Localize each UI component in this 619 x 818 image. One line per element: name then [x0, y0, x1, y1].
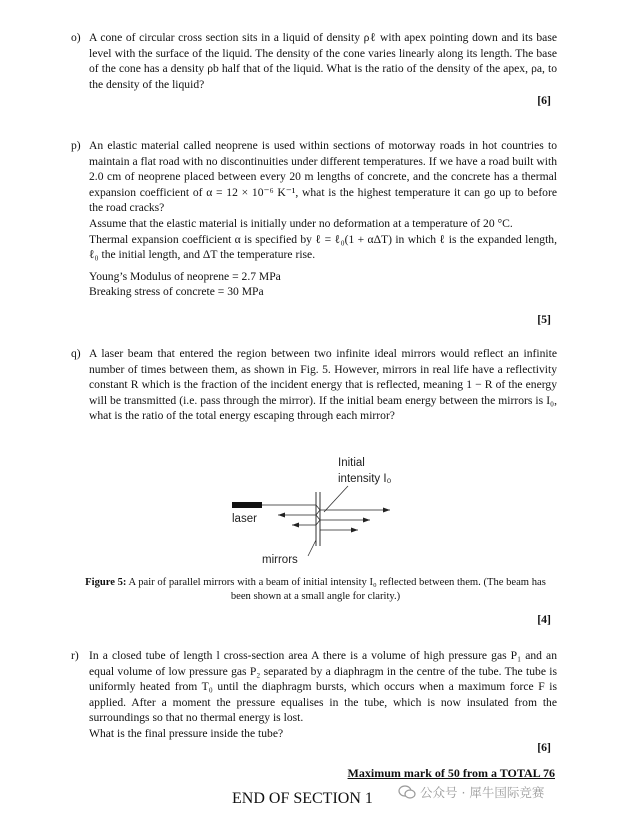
- label-initial: Initial: [338, 457, 365, 469]
- given-youngs-modulus: Young’s Modulus of neoprene = 2.7 MPa: [89, 269, 281, 283]
- question-q: [71, 346, 557, 424]
- question-text: A laser beam that entered the region between two infinite ideal mirrors would reflect an infinite number of times between them, as shown in Fig. 5. However, mirrors in real life have a reflectivity constant R which is the fraction of the incident energy that is reflected, meaning 1 − R of the energy will be transmitted (i.e. pass through the mirror). If the initial beam energy between the mirrors is I₀, what is the ratio of the total energy escaping through each mirror?: [89, 347, 557, 423]
- watermark-text: 公众号 · 犀牛国际竞赛: [420, 785, 545, 800]
- figure-caption: [78, 576, 553, 604]
- reflected-beam-inner: [316, 505, 320, 525]
- arrow-left-1: [278, 513, 285, 518]
- label-laser: laser: [232, 513, 257, 525]
- arrow-right-3: [351, 528, 358, 533]
- mark-r: [6]: [537, 740, 551, 754]
- mark-p: [5]: [537, 312, 551, 326]
- arrow-right-1: [383, 508, 390, 513]
- pointer-mirrors: [308, 540, 316, 556]
- question-text: In a closed tube of length l cross-section area A there is a volume of high pressure gas P₁ and an equal volume of low pressure gas P₂ separated by a diaphragm in the centre of the tube. The tube is uniformly heated from T₀ until the diaphragm bursts, which occurs when a maximum force F is applied. After a moment the pressure equalises in the tube, which is now insulated from the surroundings so that no thermal energy is lost.: [89, 649, 557, 725]
- question-label: r): [71, 649, 79, 662]
- question-label: o): [71, 31, 81, 44]
- question-assumption: Assume that the elastic material is initially under no deformation at a temperature of 20 °C.: [89, 216, 513, 230]
- mirror-diagram: [220, 452, 420, 570]
- watermark: [398, 783, 544, 801]
- caption-label: Figure 5:: [85, 577, 127, 588]
- arrow-left-2: [292, 523, 299, 528]
- end-of-section: END OF SECTION 1: [232, 790, 373, 807]
- label-intensity: intensity I₀: [338, 473, 392, 485]
- question-label: q): [71, 347, 81, 360]
- question-p: [71, 138, 557, 300]
- mark-q: [4]: [537, 612, 551, 626]
- arrow-right-2: [363, 518, 370, 523]
- mark-o: [6]: [537, 93, 551, 107]
- question-definition: Thermal expansion coefficient α is specified by ℓ = ℓ₀(1 + αΔT) in which ℓ is the expanded length, ℓ₀ the initial length, and ΔT the temperature rise.: [89, 232, 557, 262]
- caption-text: A pair of parallel mirrors with a beam of initial intensity I₀ reflected between them. (The beam has been shown at a small angle for clarity.): [128, 577, 546, 602]
- question-text: A cone of circular cross section sits in a liquid of density ρℓ with apex pointing down and its base level with the surface of the liquid. The density of the cone varies linearly along its length. The base of the cone has a density ρb half that of the liquid. What is the ratio of the density of the apex, ρa, to the density of the liquid?: [89, 31, 557, 91]
- question-o: [71, 30, 557, 92]
- total-marks: Maximum mark of 50 from a TOTAL 76: [347, 766, 555, 780]
- pointer-line: [324, 486, 348, 512]
- wechat-icon: [398, 785, 416, 799]
- label-mirrors: mirrors: [262, 554, 298, 566]
- question-prompt: What is the final pressure inside the tube?: [89, 726, 284, 740]
- question-r: [71, 648, 557, 742]
- question-label: p): [71, 139, 81, 152]
- laser-block: [232, 502, 262, 508]
- question-text: An elastic material called neoprene is used within sections of motorway roads in hot countries to maintain a flat road with no discontinuities under different temperatures. If we have a road built with 2.0 cm of neoprene placed between every 20 m lengths of concrete, and the concrete has a thermal expansion coefficient of α = 12 × 10⁻⁶ K⁻¹, what is the highest temperature it can go up to before the road cracks?: [89, 139, 557, 215]
- given-breaking-stress: Breaking stress of concrete = 30 MPa: [89, 285, 264, 299]
